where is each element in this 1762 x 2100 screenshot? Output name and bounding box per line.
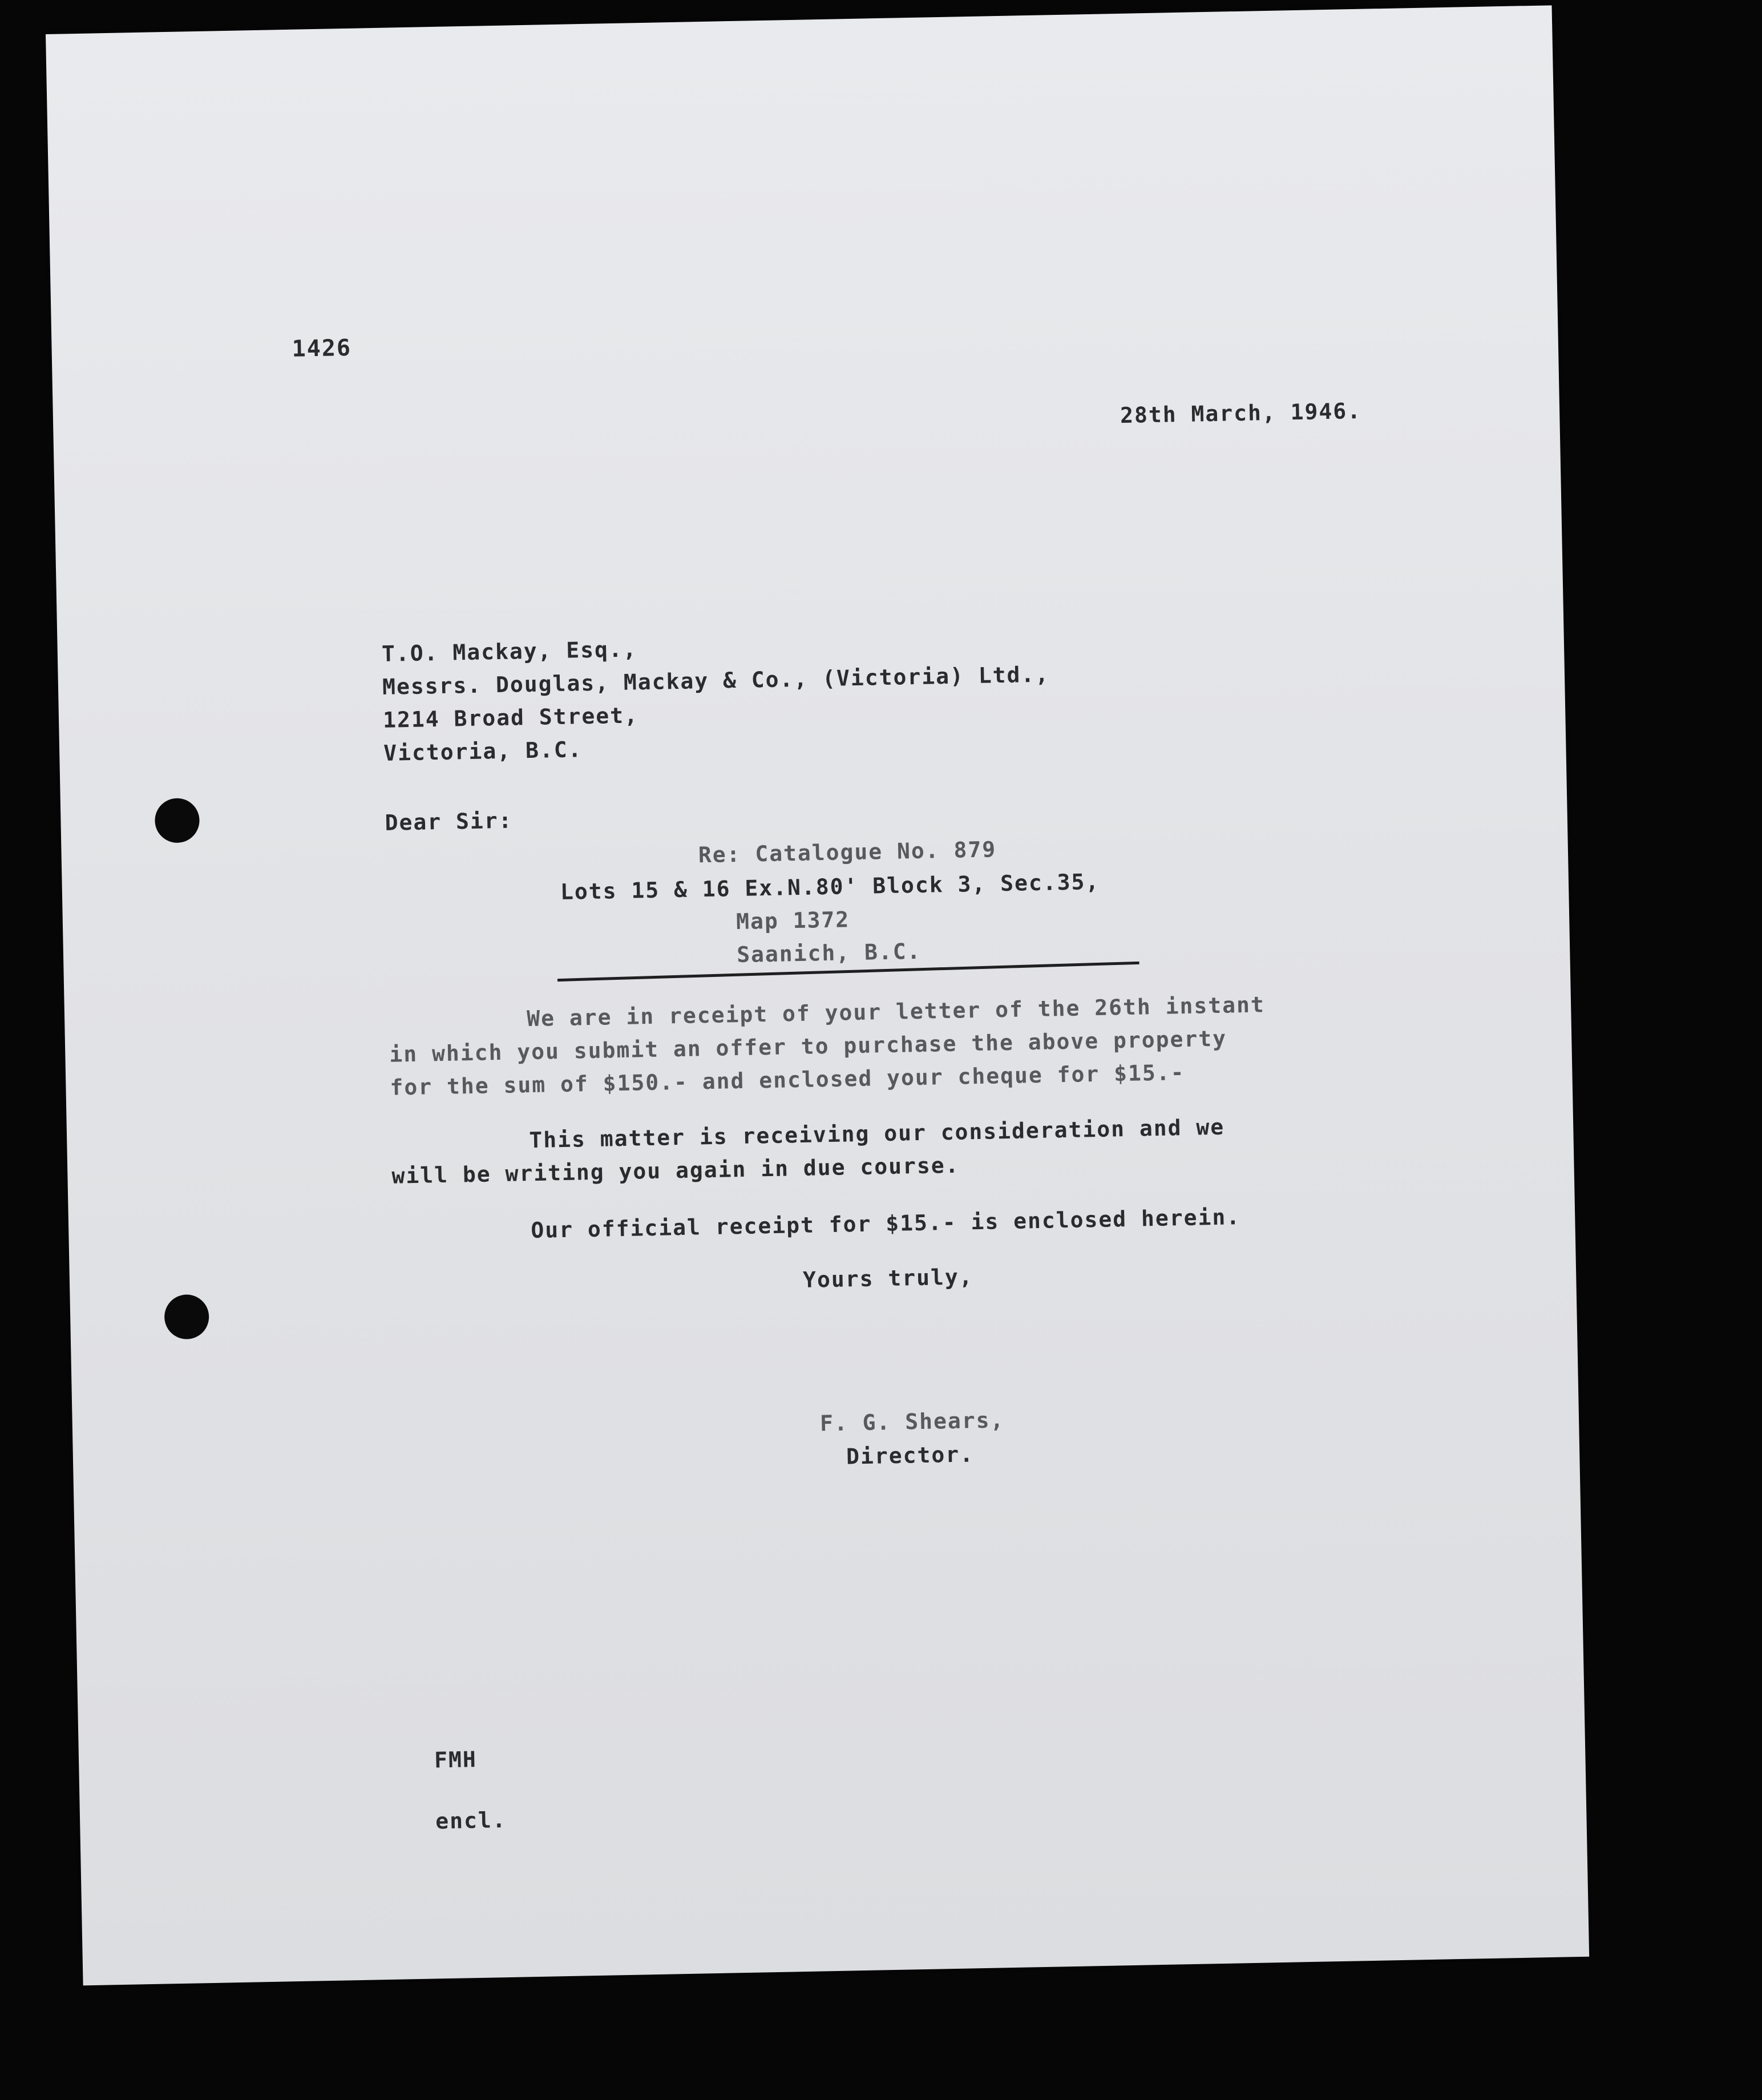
- typist-initials: FMH: [434, 1747, 478, 1773]
- body-p3-line1: Our official receipt for $15.- is enclosed herein.: [530, 1204, 1241, 1243]
- signatory-title: Director.: [846, 1441, 975, 1469]
- punch-hole-upper: [155, 798, 200, 843]
- body-p1-line3: for the sum of $150.- and enclosed your cheque for $15.-: [390, 1060, 1185, 1100]
- letter-date: 28th March, 1946.: [1120, 398, 1362, 428]
- closing: Yours truly,: [802, 1264, 974, 1293]
- body-p2-line1: This matter is receiving our consideration and we: [528, 1114, 1225, 1153]
- letter-page: [46, 5, 1589, 1985]
- re-line-location: Saanich, B.C.: [736, 938, 922, 968]
- recipient-name: T.O. Mackay, Esq.,: [381, 636, 638, 667]
- re-line-map: Map 1372: [735, 907, 850, 935]
- file-number: 1426: [292, 334, 352, 362]
- punch-hole-lower: [164, 1294, 209, 1339]
- re-line-lots: Lots 15 & 16 Ex.N.80' Block 3, Sec.35,: [560, 869, 1100, 904]
- body-p1-line2: in which you submit an offer to purchase the above property: [389, 1025, 1227, 1067]
- re-line-catalogue: Re: Catalogue No. 879: [698, 837, 997, 868]
- body-p1-line1: We are in receipt of your letter of the 26th instant: [526, 992, 1266, 1032]
- recipient-firm: Messrs. Douglas, Mackay & Co., (Victoria) Ltd.,: [382, 661, 1050, 700]
- body-p2-line2: will be writing you again in due course.: [391, 1152, 960, 1189]
- salutation: Dear Sir:: [385, 807, 513, 835]
- recipient-city: Victoria, B.C.: [383, 737, 583, 766]
- signatory-name: F. G. Shears,: [819, 1407, 1005, 1436]
- enclosure-note: encl.: [435, 1807, 507, 1834]
- recipient-street: 1214 Broad Street,: [382, 702, 639, 733]
